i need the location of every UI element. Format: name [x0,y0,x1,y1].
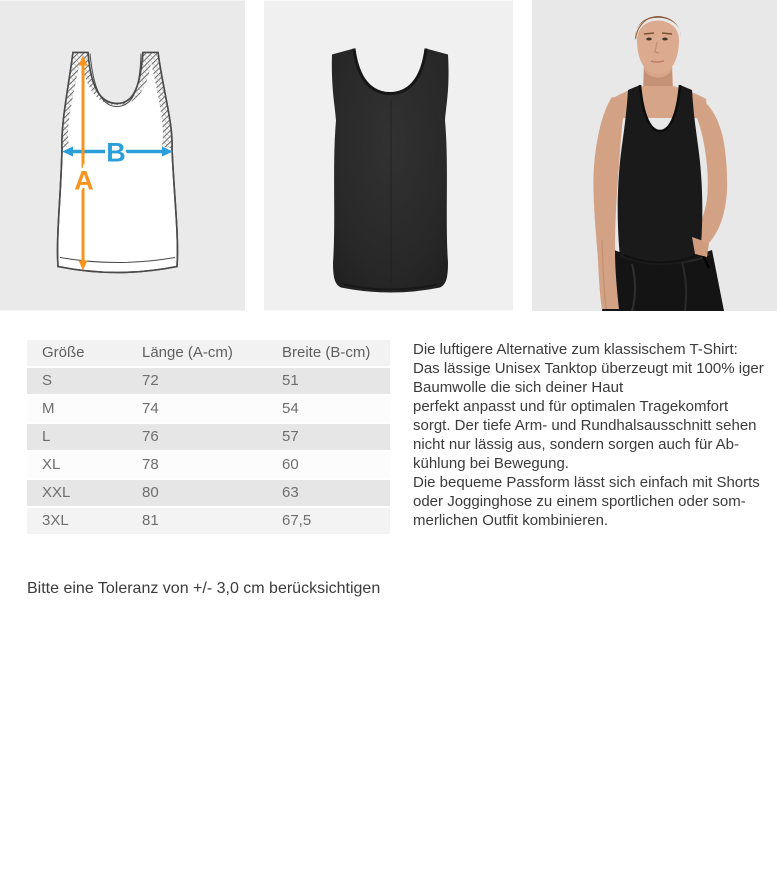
width-cell: 51 [267,368,390,394]
col-header-breite: Breite (B-cm) [267,340,390,366]
tanktop-measurement-diagram [0,0,245,311]
product-photo-image [264,0,513,311]
size-info-section [0,338,777,536]
size-cell: M [27,396,127,422]
description-line: Das lässige Unisex Tanktop überzeugt mit 100% iger [413,360,764,377]
table-row-3xl [27,508,390,534]
size-cell: L [27,424,127,450]
description-line: merlichen Outfit kombinieren. [413,512,609,529]
size-cell: XXL [27,480,127,506]
width-cell: 57 [267,424,390,450]
col-header-laenge: Länge (A-cm) [127,340,267,366]
product-image-gallery [0,0,777,311]
model-wearing-tanktop [532,0,777,311]
black-tanktop-photo [264,0,513,311]
length-cell: 74 [127,396,267,422]
size-cell: S [27,368,127,394]
size-cell: XL [27,452,127,478]
tolerance-note: Bitte eine Toleranz von +/- 3,0 cm berücksichtigen [27,580,381,597]
length-cell: 78 [127,452,267,478]
width-cell: 63 [267,480,390,506]
label-a: A [74,165,94,196]
label-b: B [106,137,126,168]
table-row-xxl [27,480,390,506]
table-row-m [27,396,390,422]
product-description [413,338,764,530]
size-cell: 3XL [27,508,127,534]
description-line: oder Jogginghose zu einem sportlichen oder som- [413,493,746,510]
width-cell: 54 [267,396,390,422]
length-cell: 80 [127,480,267,506]
size-table-container [27,338,390,536]
size-diagram-image [0,0,245,311]
table-row-s [27,368,390,394]
length-cell: 72 [127,368,267,394]
description-line: nicht nur lässig aus, sondern sorgen auch für Ab- [413,436,740,453]
description-line: sorgt. Der tiefe Arm- und Rundhalsausschnitt sehen [413,417,757,434]
width-cell: 60 [267,452,390,478]
description-line: Baumwolle die sich deiner Haut [413,379,624,396]
size-table-header-row [27,340,390,366]
col-header-groesse: Größe [27,340,127,366]
width-cell: 67,5 [267,508,390,534]
model-photo-image [532,0,777,311]
description-line: perfekt anpasst und für optimalen Tragekomfort [413,398,729,415]
description-line: kühlung bei Bewegung. [413,455,569,472]
table-row-l [27,424,390,450]
length-cell: 76 [127,424,267,450]
length-cell: 81 [127,508,267,534]
table-row-xl [27,452,390,478]
description-line: Die bequeme Passform lässt sich einfach mit Shorts [413,474,760,491]
description-line: Die luftigere Alternative zum klassischem T-Shirt: [413,341,738,358]
size-table [27,338,390,536]
